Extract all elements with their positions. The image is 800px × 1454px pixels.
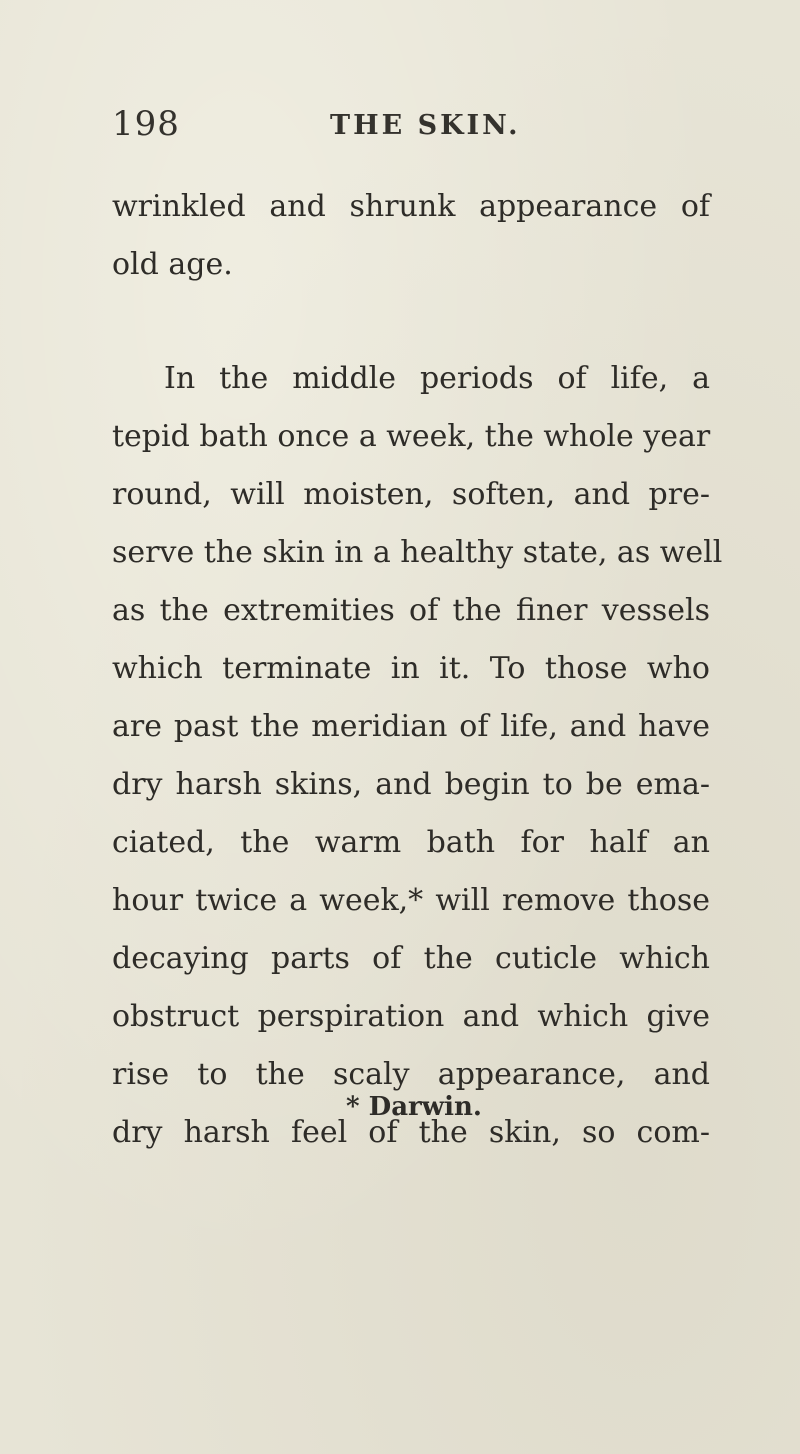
text-line: wrinkled and shrunk appearance of: [112, 189, 710, 224]
text-line: hour twice a week,* will remove those: [112, 883, 710, 918]
text-line: as the extremities of the finer vessels: [112, 593, 710, 628]
paragraph-gap: [112, 294, 710, 350]
body-text: [112, 178, 723, 1162]
text-line: In the middle periods of life, a: [164, 361, 710, 396]
text-line: serve the skin in a healthy state, as well: [112, 535, 723, 570]
text-line: obstruct perspiration and which give: [112, 999, 710, 1034]
running-title: THE SKIN.: [330, 110, 521, 141]
text-line: which terminate in it. To those who: [112, 651, 710, 686]
text-line: round, will moisten, soften, and pre-: [112, 477, 710, 512]
text-line: tepid bath once a week, the whole year: [112, 419, 711, 454]
text-line: decaying parts of the cuticle which: [112, 941, 710, 976]
paragraph-1: [112, 178, 710, 294]
footnote: * Darwin.: [346, 1092, 482, 1122]
page-number: 198: [112, 104, 180, 144]
text-line: are past the meridian of life, and have: [112, 709, 710, 744]
text-line: old age.: [112, 247, 233, 282]
text-line: dry harsh feel of the skin, so com-: [112, 1115, 710, 1150]
text-line: dry harsh skins, and begin to be ema-: [112, 767, 710, 802]
text-line: ciated, the warm bath for half an: [112, 825, 710, 860]
running-head: [112, 104, 712, 148]
paragraph-2: [112, 350, 723, 1162]
text-line: rise to the scaly appearance, and: [112, 1057, 710, 1092]
